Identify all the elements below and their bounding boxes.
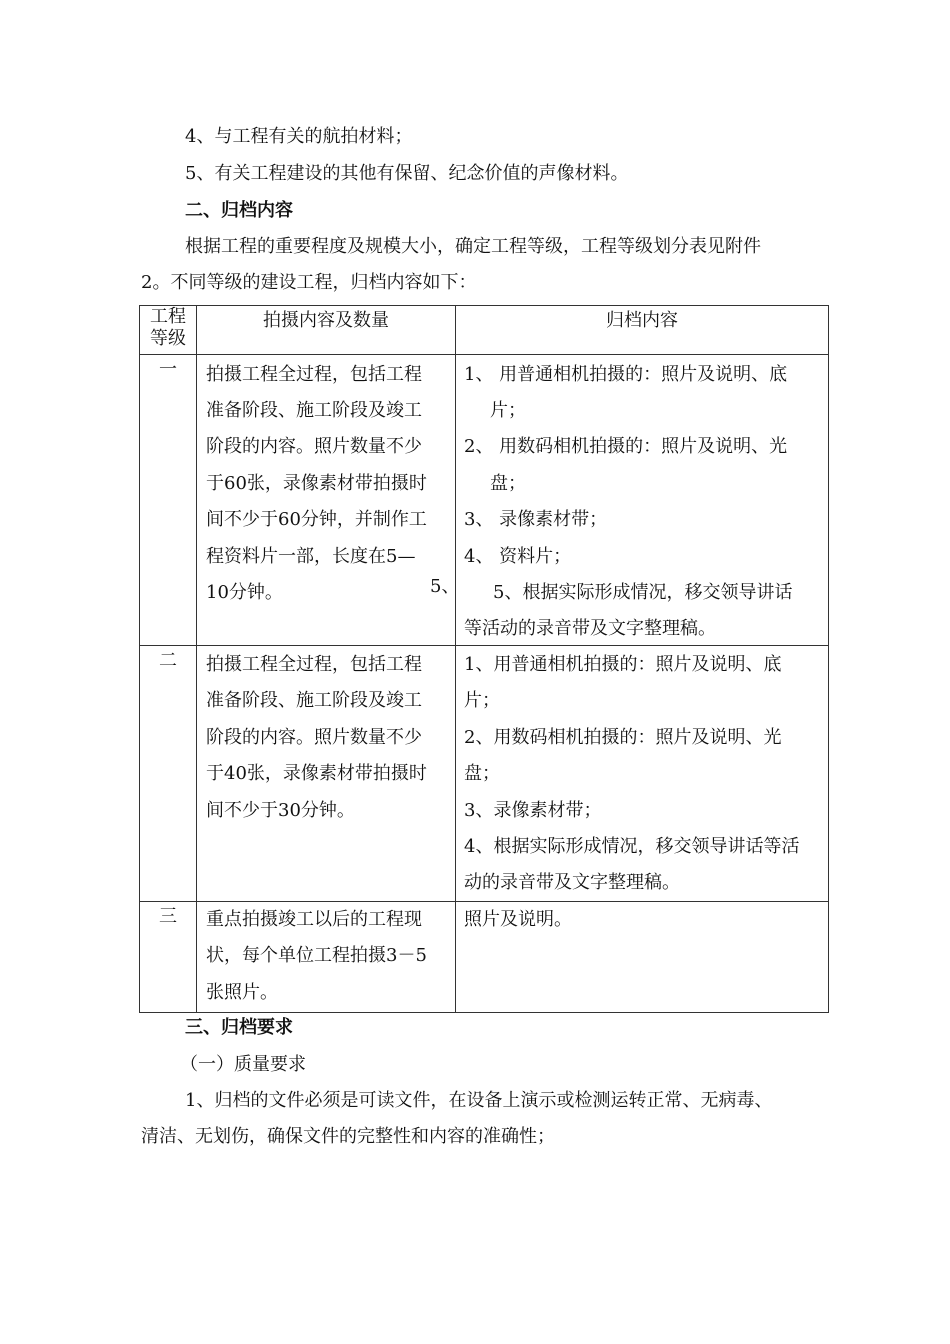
content-cell (197, 646, 456, 902)
section-heading: 二、归档内容 (185, 200, 293, 221)
cell-line: 间不少于30分钟。 (206, 800, 355, 821)
grade-cell: 二 (140, 646, 197, 902)
content-cell (197, 902, 456, 1013)
cell-line: 盘； (490, 473, 526, 494)
cell-line: 2、用数码相机拍摄的：照片及说明、光 (464, 727, 782, 748)
content-cell (197, 355, 460, 646)
paragraph-line: 1、归档的文件必须是可读文件，在设备上演示或检测运转正常、无病毒、 (185, 1090, 773, 1111)
header-grade (140, 306, 197, 355)
cell-line: 4、 资料片； (464, 546, 572, 567)
cell-line: 阶段的内容。照片数量不少 (206, 436, 422, 457)
paragraph-line: 清洁、无划伤，确保文件的完整性和内容的准确性； (141, 1126, 555, 1147)
cell-line: 间不少于60分钟，并制作工 (206, 509, 427, 530)
cell-line: 10分钟。 (206, 582, 283, 603)
cell-line: 片； (490, 400, 526, 421)
header-archive: 归档内容 (456, 306, 829, 355)
cell-line: 状，每个单位工程拍摄3－5 (206, 945, 427, 966)
cell-line: 程资料片一部，长度在5— (206, 546, 416, 567)
cell-line: 4、根据实际形成情况，移交领导讲话等活 (464, 836, 800, 857)
cell-line: 于40张，录像素材带拍摄时 (206, 763, 427, 784)
cell-line: 拍摄工程全过程，包括工程 (206, 654, 422, 675)
cell-line: 1、用普通相机拍摄的：照片及说明、底 (464, 654, 782, 675)
cell-line: 片； (464, 690, 500, 711)
header-content: 拍摄内容及数量 (197, 306, 456, 355)
cell-line: 2、 用数码相机拍摄的：照片及说明、光 (464, 436, 788, 457)
sub-heading: （一）质量要求 (180, 1054, 306, 1075)
cell-line: 准备阶段、施工阶段及竣工 (206, 690, 422, 711)
cell-line: 于60张，录像素材带拍摄时 (206, 473, 427, 494)
table-row (140, 355, 829, 646)
archive-cell (456, 355, 829, 646)
cell-line: 等活动的录音带及文字整理稿。 (464, 618, 716, 639)
stray-marker: 5、 (430, 576, 460, 597)
archive-cell (456, 902, 829, 1013)
cell-line: 张照片。 (206, 982, 278, 1003)
list-item: 5、有关工程建设的其他有保留、纪念价值的声像材料。 (185, 163, 629, 184)
section-heading: 三、归档要求 (185, 1017, 293, 1038)
paragraph-line: 2。不同等级的建设工程，归档内容如下： (141, 272, 477, 293)
cell-line: 3、录像素材带； (464, 800, 602, 821)
cell-line: 3、 录像素材带； (464, 509, 608, 530)
cell-line: 拍摄工程全过程，包括工程 (206, 364, 422, 385)
cell-line: 照片及说明。 (464, 909, 572, 930)
cell-line: 重点拍摄竣工以后的工程现 (206, 909, 422, 930)
table-row (140, 646, 829, 902)
table-row (140, 902, 829, 1013)
grade-cell: 一 (140, 355, 197, 646)
grade-table (139, 305, 829, 1013)
cell-line: 阶段的内容。照片数量不少 (206, 727, 422, 748)
cell-line: 1、 用普通相机拍摄的：照片及说明、底 (464, 364, 788, 385)
cell-line: 动的录音带及文字整理稿。 (464, 872, 680, 893)
archive-cell (456, 646, 829, 902)
grade-cell: 三 (140, 902, 197, 1013)
cell-line: 准备阶段、施工阶段及竣工 (206, 400, 422, 421)
paragraph-line: 根据工程的重要程度及规模大小，确定工程等级，工程等级划分表见附件 (185, 236, 761, 257)
header-grade-line: 等级 (150, 328, 186, 349)
cell-line: 5、根据实际形成情况，移交领导讲话 (493, 582, 793, 603)
header-grade-line: 工程 (150, 306, 186, 327)
list-item: 4、与工程有关的航拍材料； (185, 126, 413, 147)
cell-line: 盘； (464, 763, 500, 784)
